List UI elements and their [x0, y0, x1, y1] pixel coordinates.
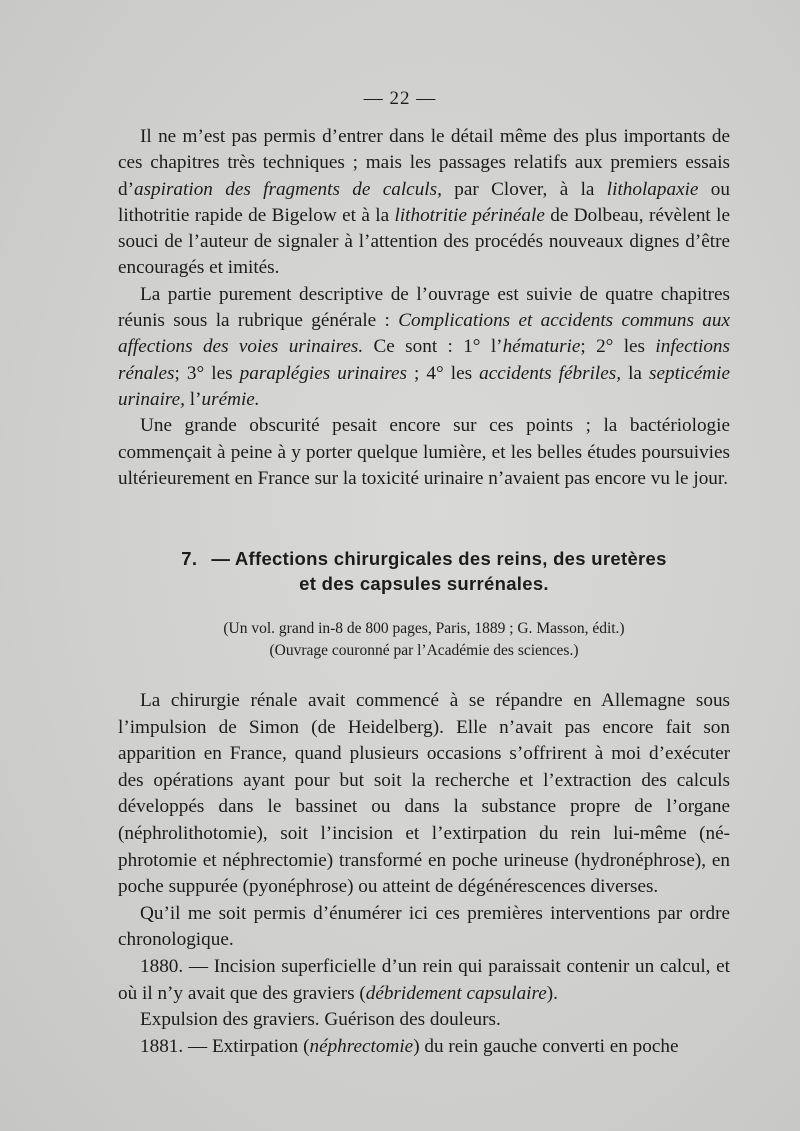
text-run: La chirurgie rénale avait commencé à se répandre en Allemagne sous l’impulsion de Simon (de Heidelberg). Elle n’avait pas encore fait son apparition en France, quand plusieurs occasions s’offrirent à moi d’exécuter des opérations ayant pour but soit la recherche et l’extraction des calculs développés dans le bassinet ou dans la substance propre de l’organe (néphrolithotomie), soit l’incision et l’extirpation du rein lui-même (néphrotomie et néphrectomie) transformé en poche urineuse (hydronéphrose), en poche suppurée (pyonéphrose) ou atteint de dégénérescences diverses.	[118, 690, 730, 898]
paragraph	[118, 124, 730, 282]
publication-line-1: (Un vol. grand in-8 de 800 pages, Paris, 1889 ; G. Masson, édit.)	[223, 620, 625, 637]
italic-text-run: aspiration des fragments de calculs,	[133, 178, 442, 200]
text-run: de Dolbeau, révèlent le souci de l’auteur de signaler à l’attention des procédés nouveaux dignes d’être encouragés et imités.	[118, 204, 731, 279]
text-run: Expulsion des graviers. Guérison des douleurs.	[140, 1009, 501, 1031]
paragraph	[118, 688, 730, 901]
italic-text-run: débridement capsulaire	[365, 982, 547, 1004]
heading-line-1	[118, 546, 730, 571]
heading-number: 7.	[181, 548, 198, 569]
paragraph	[118, 1034, 730, 1061]
paragraph	[118, 413, 730, 492]
text-run: La partie purement descriptive de l’ouvrage est suivie de quatre chapitres réunis sous la rubrique générale :	[118, 283, 730, 332]
text-run: la	[621, 362, 650, 384]
text-run: Qu’il me soit permis d’énumérer ici ces premières interventions par ordre chronologique.	[118, 902, 730, 951]
text-run: ; 2° les	[580, 336, 656, 358]
italic-text-run: accidents fébriles,	[479, 362, 622, 384]
section-1-text	[118, 124, 730, 492]
paragraph	[118, 282, 730, 413]
paragraph	[118, 954, 730, 1007]
section-2-text	[118, 688, 730, 1060]
text-run: ).	[546, 982, 558, 1004]
publication-info	[118, 618, 730, 662]
text-run: Il ne m’est pas permis d’entrer dans le détail même des plus importants de ces chapitres très techniques ; mais les passages relatifs aux premiers essais d’	[118, 126, 730, 200]
text-run: 1881. — Extirpation (	[140, 1035, 310, 1057]
paragraph	[118, 1007, 730, 1034]
italic-text-run: néphrectomie	[309, 1035, 414, 1057]
text-run: Ce sont : 1° l’	[363, 336, 503, 358]
italic-text-run: urémie.	[201, 388, 260, 410]
heading-title-line-1: — Affections chirurgicales des reins, des uretères	[211, 548, 667, 569]
italic-text-run: Complications et accidents communs aux affections des voies urinaires.	[118, 310, 730, 358]
text-run: l’	[184, 388, 202, 410]
text-run: 1880. — Incision superficielle d’un rein qui paraissait contenir un calcul, et où il n’y avait que des graviers (	[118, 955, 730, 1004]
text-run: ; 3° les	[174, 362, 240, 384]
italic-text-run: hématurie	[502, 336, 581, 358]
page-number: — 22 —	[363, 88, 437, 109]
section-heading	[118, 546, 730, 596]
text-run: ou lithotritie rapide de Bigelow et à la	[118, 178, 730, 226]
publication-line-2: (Ouvrage couronné par l’Académie des sciences.)	[269, 642, 579, 659]
italic-text-run: infections rénales	[118, 336, 730, 384]
italic-text-run: paraplégies urinaires	[239, 362, 407, 384]
italic-text-run: septicémie urinaire,	[118, 362, 730, 410]
text-run: Une grande obscurité pesait encore sur ces points ; la bactériologie commençait à peine à y porter quelque lumière, et les belles études poursuivies ultérieurement en France sur la toxicité urinaire n’avaient pas encore vu le jour.	[118, 415, 730, 489]
text-run: ; 4° les	[406, 362, 480, 384]
heading-title-line-2: et des capsules surrénales.	[299, 573, 549, 594]
text-run: par Clover, à la	[441, 178, 607, 200]
text-run: ) du rein gauche converti en poche	[413, 1035, 679, 1057]
italic-text-run: lithotritie périnéale	[394, 204, 545, 226]
italic-text-run: litholapaxie	[606, 178, 699, 200]
paragraph	[118, 901, 730, 954]
